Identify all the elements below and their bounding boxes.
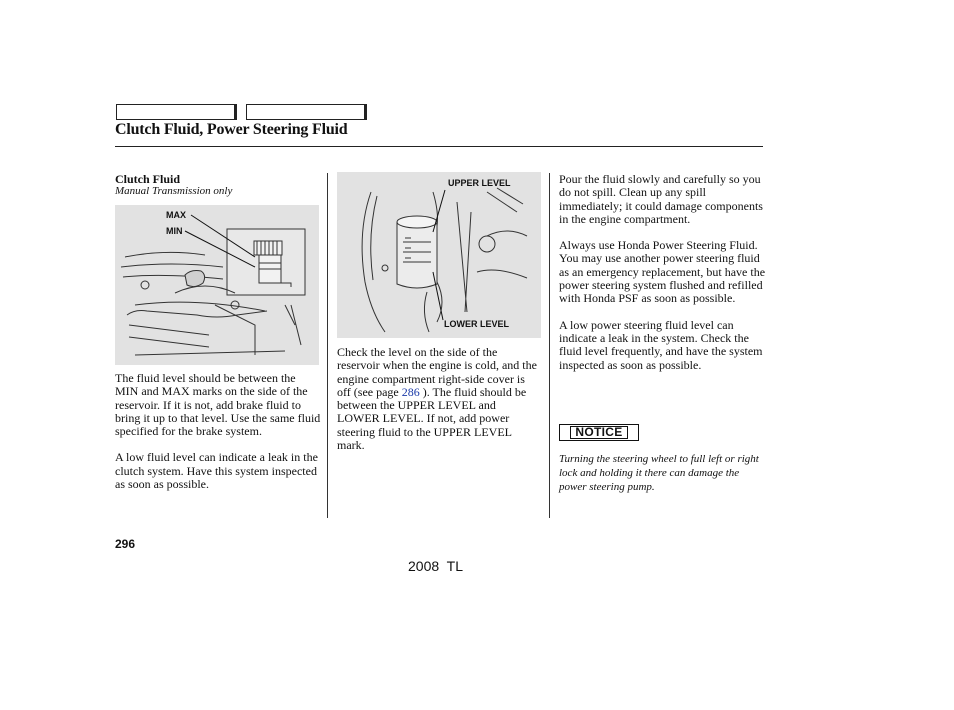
- column-divider-1: [327, 173, 328, 518]
- clutch-column-text: [115, 372, 321, 491]
- section-tab-1[interactable]: [116, 104, 237, 120]
- column-divider-2: [549, 173, 550, 518]
- page-title: Clutch Fluid, Power Steering Fluid: [115, 121, 348, 138]
- max-label: MAX: [166, 210, 186, 220]
- power-steering-text-a: Check the level on the side of the reservoir when the engine is cold, and the engine compartment right-side cover is off (see page: [337, 345, 537, 399]
- clutch-reservoir-figure: [115, 205, 319, 365]
- clutch-fluid-heading: Clutch Fluid: [115, 172, 181, 186]
- clutch-reservoir-illustration: [115, 205, 319, 365]
- title-divider: [115, 146, 763, 147]
- notice-text: Turning the steering wheel to full left or right lock and holding it there can damage the power steering pump.: [559, 453, 759, 493]
- right-paragraph-2: Always use Honda Power Steering Fluid. You may use another power steering fluid as an emergency replacement, but have the power steering system flushed and refilled with Honda PSF as soon as possible.: [559, 238, 766, 306]
- upper-level-label: UPPER LEVEL: [448, 178, 511, 188]
- power-steering-paragraph-1: [337, 346, 541, 452]
- notice-badge: [559, 424, 639, 441]
- page-number: 296: [115, 537, 136, 551]
- right-column-text: [559, 173, 765, 372]
- model-footer: 2008 TL: [408, 558, 464, 574]
- page-reference-link[interactable]: 286: [401, 384, 420, 399]
- power-steering-column-text: [337, 346, 541, 452]
- notice-label: NOTICE: [570, 426, 627, 439]
- right-paragraph-3: A low power steering fluid level can indicate a leak in the system. Check the fluid level frequently, and have the system inspected as soon as possible.: [559, 317, 763, 372]
- power-steering-reservoir-illustration: [337, 172, 541, 338]
- right-paragraph-1: Pour the fluid slowly and carefully so you do not spill. Clean up any spill immediately; it could damage components in the engine compartment.: [559, 172, 763, 226]
- power-steering-reservoir-figure: [337, 172, 541, 338]
- lower-level-label: LOWER LEVEL: [444, 319, 509, 329]
- section-tab-2[interactable]: [246, 104, 367, 120]
- clutch-paragraph-2: A low fluid level can indicate a leak in the clutch system. Have this system inspected as soon as possible.: [115, 450, 318, 492]
- power-steering-text-b: ). The fluid should be between the UPPER LEVEL and LOWER LEVEL. If not, add power steering fluid to the UPPER LEVEL mark.: [337, 384, 527, 453]
- clutch-fluid-note: Manual Transmission only: [115, 185, 233, 197]
- min-label: MIN: [166, 226, 183, 236]
- clutch-paragraph-1: The fluid level should be between the MIN and MAX marks on the side of the reservoir. If it is not, add brake fluid to bring it up to that level. Use the same fluid specified for the brake system.: [115, 371, 321, 439]
